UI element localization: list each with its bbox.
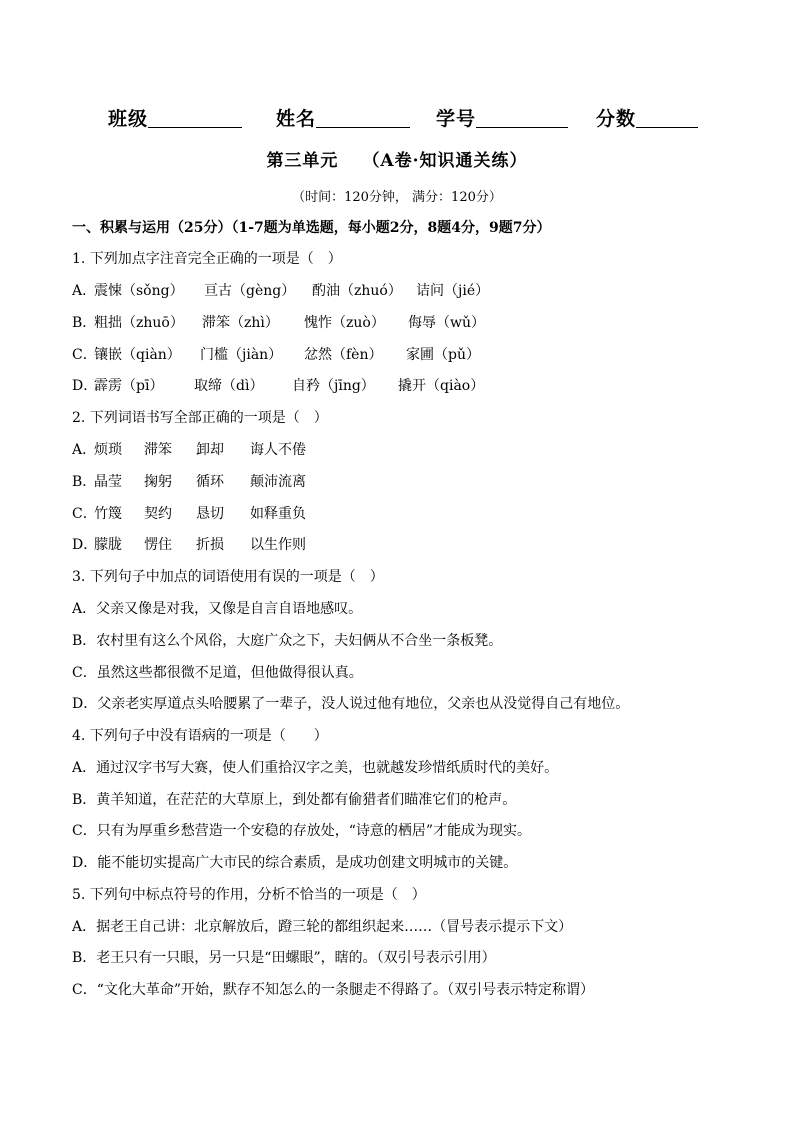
option-row	[72, 947, 496, 969]
option-letter: C．	[72, 982, 97, 998]
option-item: 烦琐	[94, 442, 122, 458]
option-item: 粗拙（zhuō）	[94, 315, 184, 331]
option-letter: D．	[72, 696, 98, 712]
option-item: 家圃（pǔ）	[406, 347, 480, 363]
option-letter: B．	[72, 950, 97, 966]
option-row	[72, 789, 516, 811]
student-id-label: 学号	[436, 108, 477, 130]
option-row	[72, 757, 558, 779]
option-letter: C．	[72, 506, 97, 522]
option-item: 滞笨（zhì）	[202, 315, 279, 331]
question-stem: 2. 下列词语书写全部正确的一项是（ ）	[72, 410, 328, 426]
option-item: 恳切	[196, 506, 224, 522]
option-item: 朦胧	[94, 537, 122, 553]
option-row	[72, 820, 531, 842]
option-item: 震悚（sǒng）	[94, 283, 184, 299]
section-heading: 一、积累与运用（25分）（1-7题为单选题，每小题2分，8题4分，9题7分）	[72, 220, 551, 236]
option-item: 竹篾	[94, 506, 122, 522]
score-blank[interactable]	[636, 107, 698, 128]
question-stem: 3. 下列句子中加点的词语使用有误的一项是（ ）	[72, 569, 384, 585]
option-letter: C．	[72, 823, 97, 839]
question-stem: 4. 下列句子中没有语病的一项是（ ）	[72, 728, 328, 744]
option-text: “文化大革命”开始，默存不知怎么的一条腿走不得路了。（双引号表示特定称谓）	[96, 982, 595, 998]
student-info-fields	[108, 104, 708, 132]
student-id-field	[436, 104, 568, 131]
option-letter: A．	[72, 283, 97, 299]
option-letter: A．	[72, 760, 97, 776]
option-letter: B．	[72, 633, 97, 649]
question-stem: 1. 下列加点字注音完全正确的一项是（ ）	[72, 251, 342, 267]
score-label: 分数	[596, 108, 637, 130]
unit-title: 第三单元	[266, 151, 339, 171]
option-row	[72, 662, 363, 684]
option-text: 黄羊知道，在茫茫的大草原上，到处都有偷猎者们瞄准它们的枪声。	[96, 792, 517, 808]
option-item: 门槛（jiàn）	[200, 347, 283, 363]
option-text: 虽然这些都很微不足道，但他做得很认真。	[96, 665, 363, 681]
class-field	[108, 104, 242, 131]
option-text: 通过汉字书写大赛，使人们重拾汉字之美，也就越发珍惜纸质时代的美好。	[96, 760, 559, 776]
class-blank[interactable]	[148, 107, 242, 128]
option-letter: B．	[72, 474, 97, 490]
option-item: 霹雳（pī）	[94, 378, 164, 394]
option-item: 如释重负	[250, 506, 306, 522]
option-text: 能不能切实提高广大市民的综合素质，是成功创建文明城市的关键。	[97, 855, 518, 871]
option-item: 亘古（gèng）	[204, 283, 296, 299]
option-letter: B．	[72, 315, 97, 331]
option-item: 自矜（jīng）	[292, 378, 375, 394]
option-item: 诲人不倦	[250, 442, 306, 458]
option-item: 忿然（fèn）	[304, 347, 383, 363]
option-row	[72, 598, 362, 620]
option-text: 父亲又像是对我，又像是自言自语地感叹。	[96, 601, 363, 617]
option-item: 晶莹	[94, 474, 122, 490]
option-text: 农村里有这么个风俗，大庭广众之下，夫妇俩从不合坐一条板凳。	[96, 633, 503, 649]
option-item: 镶嵌（qiàn）	[94, 347, 181, 363]
option-item: 撬开（qiào）	[398, 378, 485, 394]
option-row	[72, 630, 502, 652]
option-item: 愧怍（zuò）	[304, 315, 385, 331]
option-letter: A．	[72, 442, 97, 458]
name-label: 姓名	[276, 108, 317, 130]
question-stem: 5. 下列句中标点符号的作用，分析不恰当的一项是（ ）	[72, 887, 426, 903]
time-and-score-note: （时间：120分钟， 满分：120分）	[292, 190, 502, 205]
name-blank[interactable]	[316, 107, 410, 128]
option-letter: A．	[72, 919, 97, 935]
option-item: 卸却	[196, 442, 224, 458]
score-field	[596, 104, 698, 131]
option-text: 只有为厚重乡愁营造一个安稳的存放处，“诗意的栖居”才能成为现实。	[96, 823, 532, 839]
option-item: 取缔（dì）	[194, 378, 264, 394]
option-row	[72, 916, 572, 938]
option-text: 父亲老实厚道点头哈腰累了一辈子，没人说过他有地位，父亲也从没觉得自己有地位。	[97, 696, 630, 712]
option-item: 颠沛流离	[250, 474, 306, 490]
student-id-blank[interactable]	[476, 107, 568, 128]
option-letter: C．	[72, 347, 97, 363]
option-item: 折损	[196, 537, 224, 553]
name-field	[276, 104, 410, 131]
option-item: 以生作则	[250, 537, 306, 553]
option-item: 循环	[196, 474, 224, 490]
option-letter: D．	[72, 378, 98, 394]
option-row	[72, 693, 629, 715]
option-letter: D．	[72, 537, 98, 553]
option-letter: C．	[72, 665, 97, 681]
option-text: 老王只有一只眼，另一只是“田螺眼”，瞎的。（双引号表示引用）	[96, 950, 496, 966]
option-item: 侮辱（wǔ）	[408, 315, 485, 331]
option-item: 滞笨	[144, 442, 172, 458]
option-item: 愣住	[144, 537, 172, 553]
page-title	[0, 146, 794, 171]
option-text: 据老王自己讲：北京解放后，蹬三轮的都组织起来……（冒号表示提示下文）	[96, 919, 573, 935]
option-item: 掬躬	[144, 474, 172, 490]
option-item: 酌油（zhuó）	[312, 283, 402, 299]
option-row	[72, 979, 594, 1001]
paper-title: （A卷·知识通关练）	[362, 151, 528, 171]
option-letter: A．	[72, 601, 97, 617]
option-letter: D．	[72, 855, 98, 871]
class-label: 班级	[108, 108, 149, 130]
option-row	[72, 852, 517, 874]
option-item: 诘问（jié）	[416, 283, 490, 299]
option-item: 契约	[144, 506, 172, 522]
option-letter: B．	[72, 792, 97, 808]
